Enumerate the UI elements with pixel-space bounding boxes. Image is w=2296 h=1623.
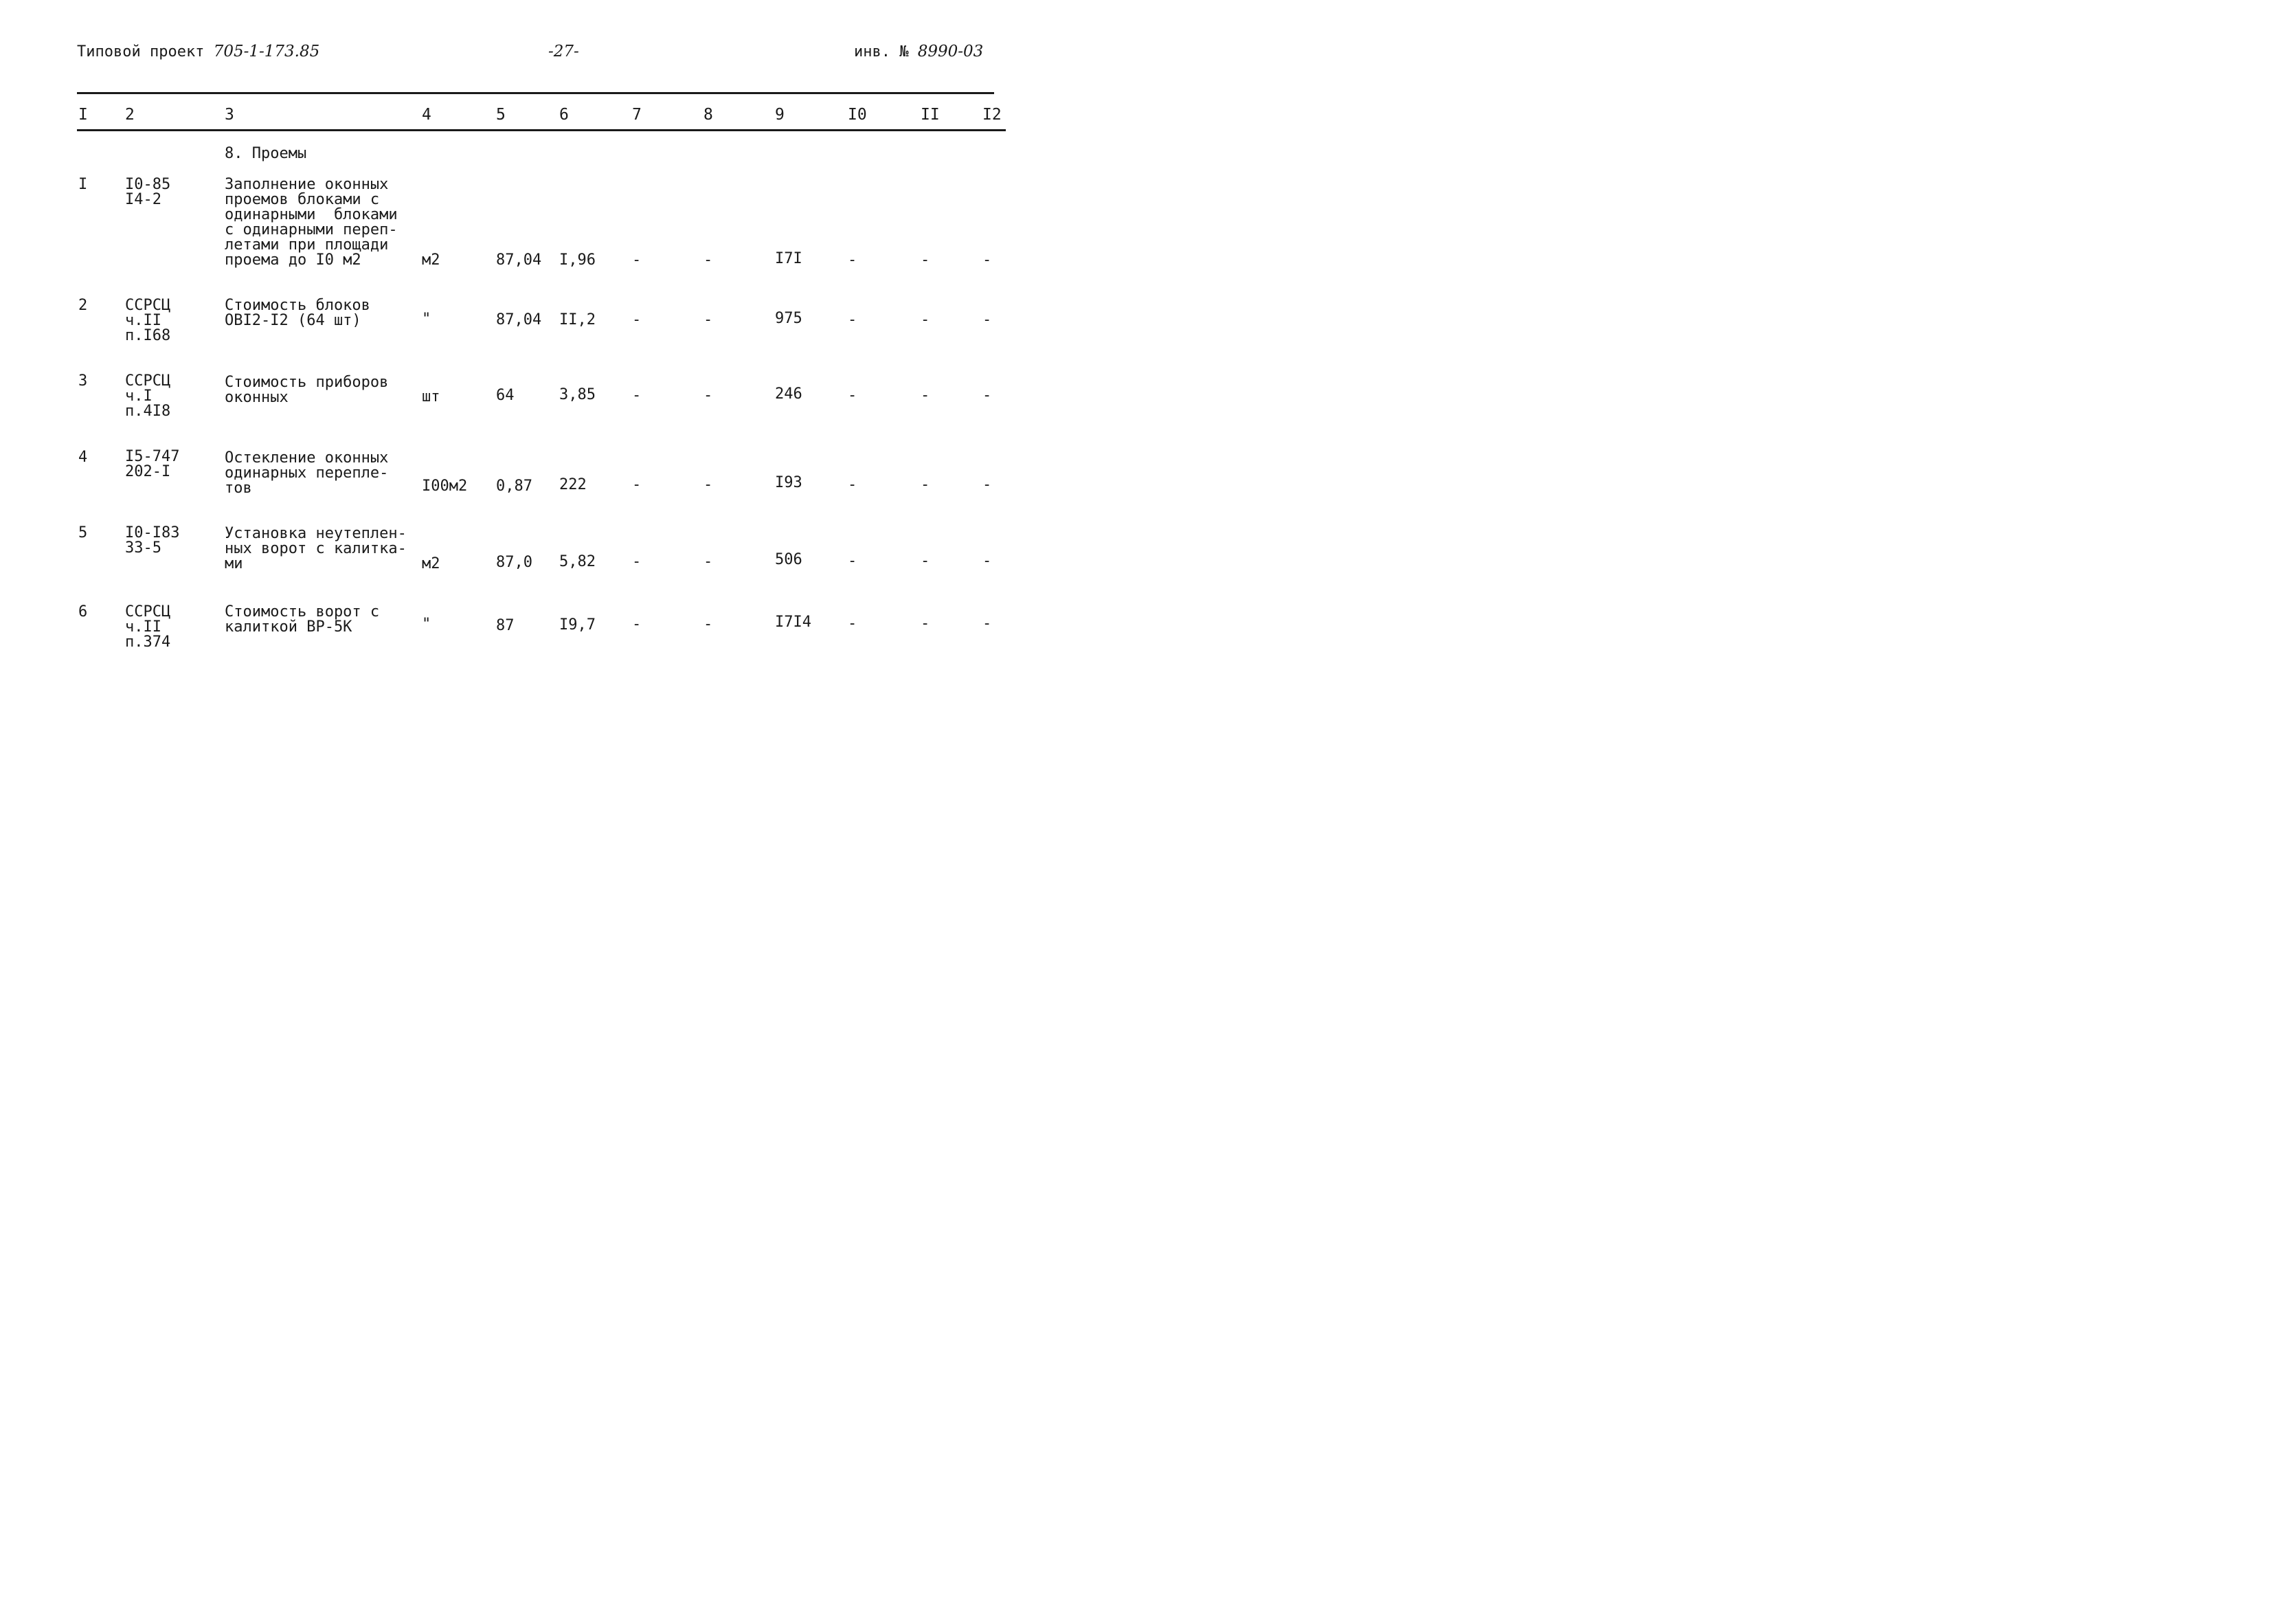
row-quantity: 64 <box>496 387 515 404</box>
row-reference: ССРСЦ ч.II п.I68 <box>125 297 171 344</box>
row-reference: I0-I83 33-5 <box>125 524 180 557</box>
page-number <box>548 43 579 60</box>
row-col12: - <box>982 615 992 632</box>
row-description: Стоимость ворот с калиткой ВР-5К <box>225 603 380 636</box>
column-header: II <box>921 106 940 124</box>
row-col7: - <box>632 476 642 493</box>
row-number: 2 <box>78 297 88 314</box>
row-description: Стоимость блоков ОВI2-I2 (64 шт) <box>225 297 370 329</box>
row-number: 5 <box>78 524 88 541</box>
row-unit: " <box>422 616 431 633</box>
row-reference: I0-85 I4-2 <box>125 176 171 208</box>
column-header: 5 <box>496 106 506 124</box>
row-unit-price: I9,7 <box>559 616 596 634</box>
column-header: 6 <box>559 106 569 124</box>
row-col7: - <box>632 251 642 269</box>
row-col11: - <box>921 311 930 328</box>
row-unit-price: II,2 <box>559 311 596 328</box>
column-header: 4 <box>422 106 431 124</box>
row-quantity: 87 <box>496 617 515 634</box>
row-col11: - <box>921 476 930 493</box>
row-unit-price: I,96 <box>559 251 596 269</box>
project-number: 705-1-173.85 <box>213 43 320 60</box>
inventory-number: 8990-03 <box>917 43 984 60</box>
row-total: 246 <box>775 385 802 403</box>
row-unit-price: 5,82 <box>559 553 596 570</box>
row-description: Заполнение оконных проемов блоками с одинарными блоками с одинарными переп- летами при площади проема до I0 м2 <box>225 176 398 269</box>
row-col8: - <box>704 616 713 633</box>
column-header: I2 <box>982 106 1002 124</box>
row-col10: - <box>848 476 857 493</box>
project-label: Типовой проект <box>77 43 205 60</box>
column-header: I <box>78 106 88 124</box>
row-unit: " <box>422 311 431 328</box>
row-unit: I00м2 <box>422 478 468 495</box>
row-description: Установка неутеплен- ных ворот с калитка- ми <box>225 525 407 572</box>
row-quantity: 0,87 <box>496 478 532 495</box>
row-reference: ССРСЦ ч.I п.4I8 <box>125 372 171 420</box>
table-header-rule <box>77 129 1006 131</box>
row-col7: - <box>632 553 642 570</box>
row-col10: - <box>848 552 857 570</box>
row-number: 6 <box>78 603 88 620</box>
row-reference: ССРСЦ ч.II п.374 <box>125 603 171 651</box>
row-unit-price: 222 <box>559 476 587 493</box>
row-col12: - <box>982 387 992 404</box>
row-reference: I5-747 202-I <box>125 448 180 480</box>
row-col10: - <box>848 311 857 328</box>
table-top-rule <box>77 92 994 94</box>
row-quantity: 87,04 <box>496 251 542 269</box>
page-number-text: -27- <box>548 43 579 60</box>
row-number: 4 <box>78 449 88 466</box>
row-col12: - <box>982 251 992 269</box>
row-description: Остекление оконных одинарных перепле- тов <box>225 449 389 497</box>
row-col11: - <box>921 387 930 404</box>
row-unit: м2 <box>422 555 440 572</box>
column-header: 2 <box>125 106 135 124</box>
row-col12: - <box>982 311 992 328</box>
column-header: 8 <box>704 106 713 124</box>
row-unit: шт <box>422 388 440 405</box>
row-description: Стоимость приборов оконных <box>225 374 389 406</box>
inventory-header <box>854 43 983 60</box>
row-col8: - <box>704 251 713 269</box>
row-col12: - <box>982 552 992 570</box>
column-header: 3 <box>225 106 234 124</box>
row-total: I7I <box>775 250 802 267</box>
row-col10: - <box>848 387 857 404</box>
row-col7: - <box>632 311 642 328</box>
row-col10: - <box>848 251 857 269</box>
row-col8: - <box>704 387 713 404</box>
row-col7: - <box>632 616 642 633</box>
row-total: I93 <box>775 474 802 491</box>
row-quantity: 87,04 <box>496 311 542 328</box>
row-number: 3 <box>78 372 88 390</box>
row-quantity: 87,0 <box>496 554 532 571</box>
row-total: 506 <box>775 551 802 568</box>
row-number: I <box>78 176 88 193</box>
row-total: 975 <box>775 310 802 327</box>
row-col10: - <box>848 615 857 632</box>
project-header <box>77 43 319 60</box>
row-col8: - <box>704 476 713 493</box>
row-col11: - <box>921 615 930 632</box>
row-col12: - <box>982 476 992 493</box>
row-col7: - <box>632 387 642 404</box>
section-title: 8. Проемы <box>225 145 307 162</box>
row-col11: - <box>921 251 930 269</box>
row-unit: м2 <box>422 251 440 269</box>
row-col11: - <box>921 552 930 570</box>
row-total: I7I4 <box>775 614 811 631</box>
inventory-label: инв. № <box>854 43 909 60</box>
column-header: 9 <box>775 106 785 124</box>
row-unit-price: 3,85 <box>559 386 596 403</box>
column-header: 7 <box>632 106 642 124</box>
row-col8: - <box>704 311 713 328</box>
column-header: I0 <box>848 106 867 124</box>
row-col8: - <box>704 553 713 570</box>
